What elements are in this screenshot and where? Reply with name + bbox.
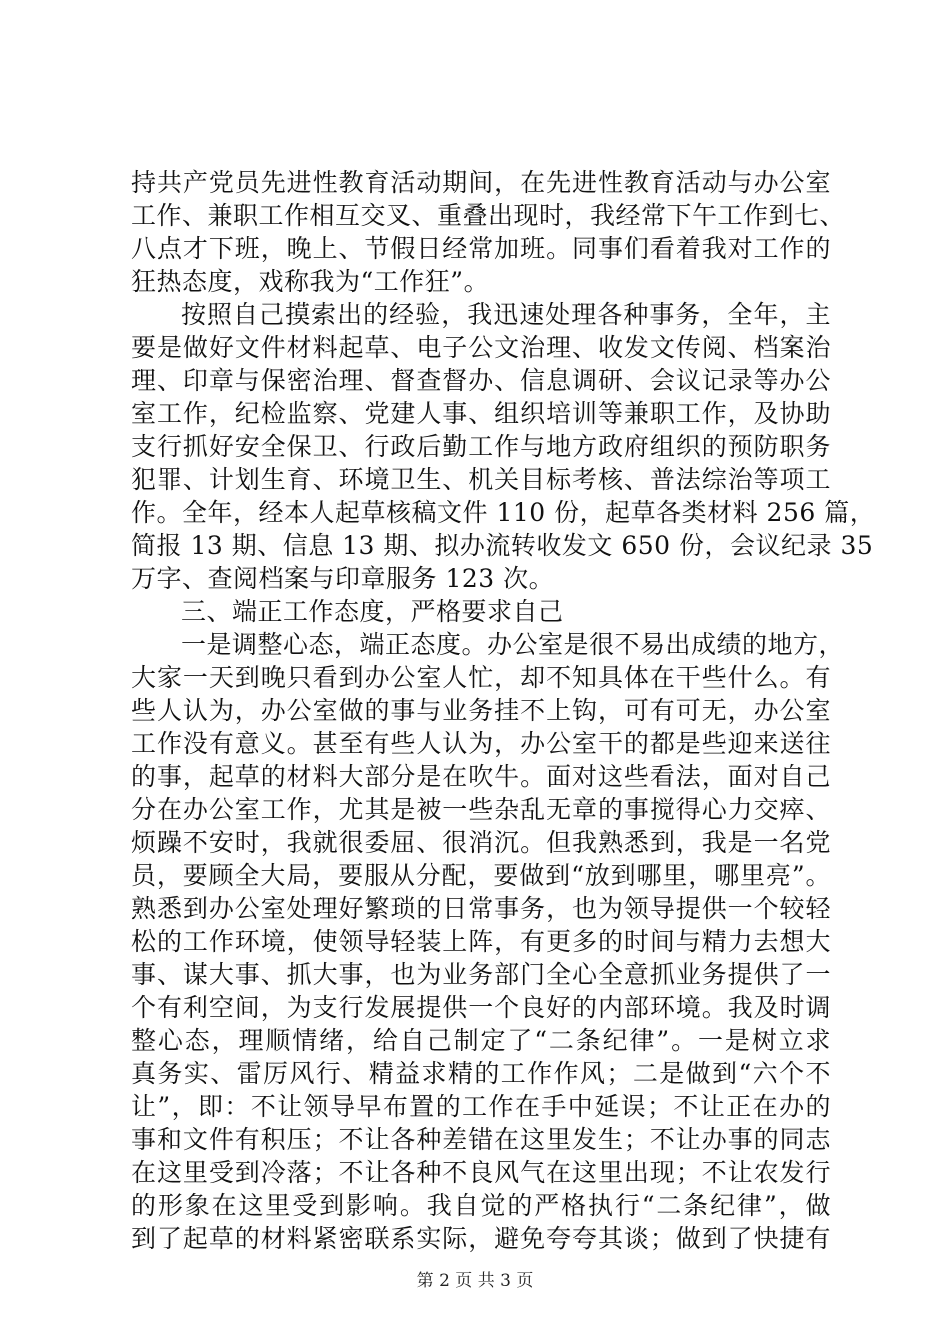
page-footer — [0, 1266, 950, 1291]
text-line: 个有利空间，为支行发展提供一个良好的内部环境。我及时调 — [131, 993, 831, 1022]
text-line: 工作、兼职工作相互交叉、重叠出现时，我经常下午工作到七、 — [131, 201, 846, 230]
text-line: 烦躁不安时，我就很委屈、很消沉。但我熟悉到，我是一名党 — [131, 828, 831, 857]
text-line: 整心态，理顺情绪，给自己制定了“二条纪律”。一是树立求 — [131, 1026, 831, 1055]
text-line: 狂热态度，戏称我为“工作狂”。 — [131, 267, 490, 296]
text-line: 大家一天到晚只看到办公室人忙，却不知具体在干些什么。有 — [131, 663, 831, 692]
text-line: 员，要顾全大局，要服从分配，要做到“放到哪里，哪里亮”。 — [131, 861, 831, 890]
paragraph-start-line: 一是调整心态，端正态度。办公室是很不易出成绩的地方， — [181, 630, 845, 659]
text-line: 支行抓好安全保卫、行政后勤工作与地方政府组织的预防职务 — [131, 432, 831, 461]
text-line: 到了起草的材料紧密联系实际，避免夸夸其谈；做到了快捷有 — [131, 1224, 831, 1253]
text-line: 些人认为，办公室做的事与业务挂不上钩，可有可无，办公室 — [131, 696, 831, 725]
paragraph-start-line: 按照自己摸索出的经验，我迅速处理各种事务，全年，主 — [181, 300, 831, 329]
section-heading: 三、端正工作态度，严格要求自己 — [181, 597, 564, 626]
text-line: 万字、查阅档案与印章服务 123 次。 — [131, 564, 555, 593]
text-line: 事和文件有积压；不让各种差错在这里发生；不让办事的同志 — [131, 1125, 831, 1154]
text-line: 让”，即：不让领导早布置的工作在手中延误；不让正在办的 — [131, 1092, 831, 1121]
text-line: 真务实、雷厉风行、精益求精的工作作风；二是做到“六个不 — [131, 1059, 831, 1088]
text-line: 分在办公室工作，尤其是被一些杂乱无章的事搅得心力交瘁、 — [131, 795, 831, 824]
text-line: 的事，起草的材料大部分是在吹牛。面对这些看法，面对自己 — [131, 762, 831, 791]
text-line: 在这里受到冷落；不让各种不良风气在这里出现；不让农发行 — [131, 1158, 831, 1187]
text-line: 八点才下班，晚上、节假日经常加班。同事们看着我对工作的 — [131, 234, 831, 263]
text-line: 作。全年，经本人起草核稿文件 110 份，起草各类材料 256 篇， — [131, 498, 876, 527]
page-indicator: 第 2 页 共 3 页 — [416, 1271, 534, 1291]
text-line: 的形象在这里受到影响。我自觉的严格执行“二条纪律”，做 — [131, 1191, 831, 1220]
text-line: 持共产党员先进性教育活动期间，在先进性教育活动与办公室 — [131, 168, 831, 197]
text-line: 简报 13 期、信息 13 期、拟办流转收发文 650 份，会议纪录 35 — [131, 531, 874, 560]
text-line: 工作没有意义。甚至有些人认为，办公室干的都是些迎来送往 — [131, 729, 831, 758]
text-line: 要是做好文件材料起草、电子公文治理、收发文传阅、档案治 — [131, 333, 831, 362]
text-line: 事、谋大事、抓大事，也为业务部门全心全意抓业务提供了一 — [131, 960, 831, 989]
text-line: 犯罪、计划生育、环境卫生、机关目标考核、普法综治等项工 — [131, 465, 831, 494]
text-line: 室工作，纪检监察、党建人事、组织培训等兼职工作，及协助 — [131, 399, 831, 428]
text-line: 理、印章与保密治理、督查督办、信息调研、会议记录等办公 — [131, 366, 831, 395]
text-line: 松的工作环境，使领导轻装上阵，有更多的时间与精力去想大 — [131, 927, 831, 956]
text-line: 熟悉到办公室处理好繁琐的日常事务，也为领导提供一个较轻 — [131, 894, 831, 923]
document-body — [131, 166, 876, 1255]
